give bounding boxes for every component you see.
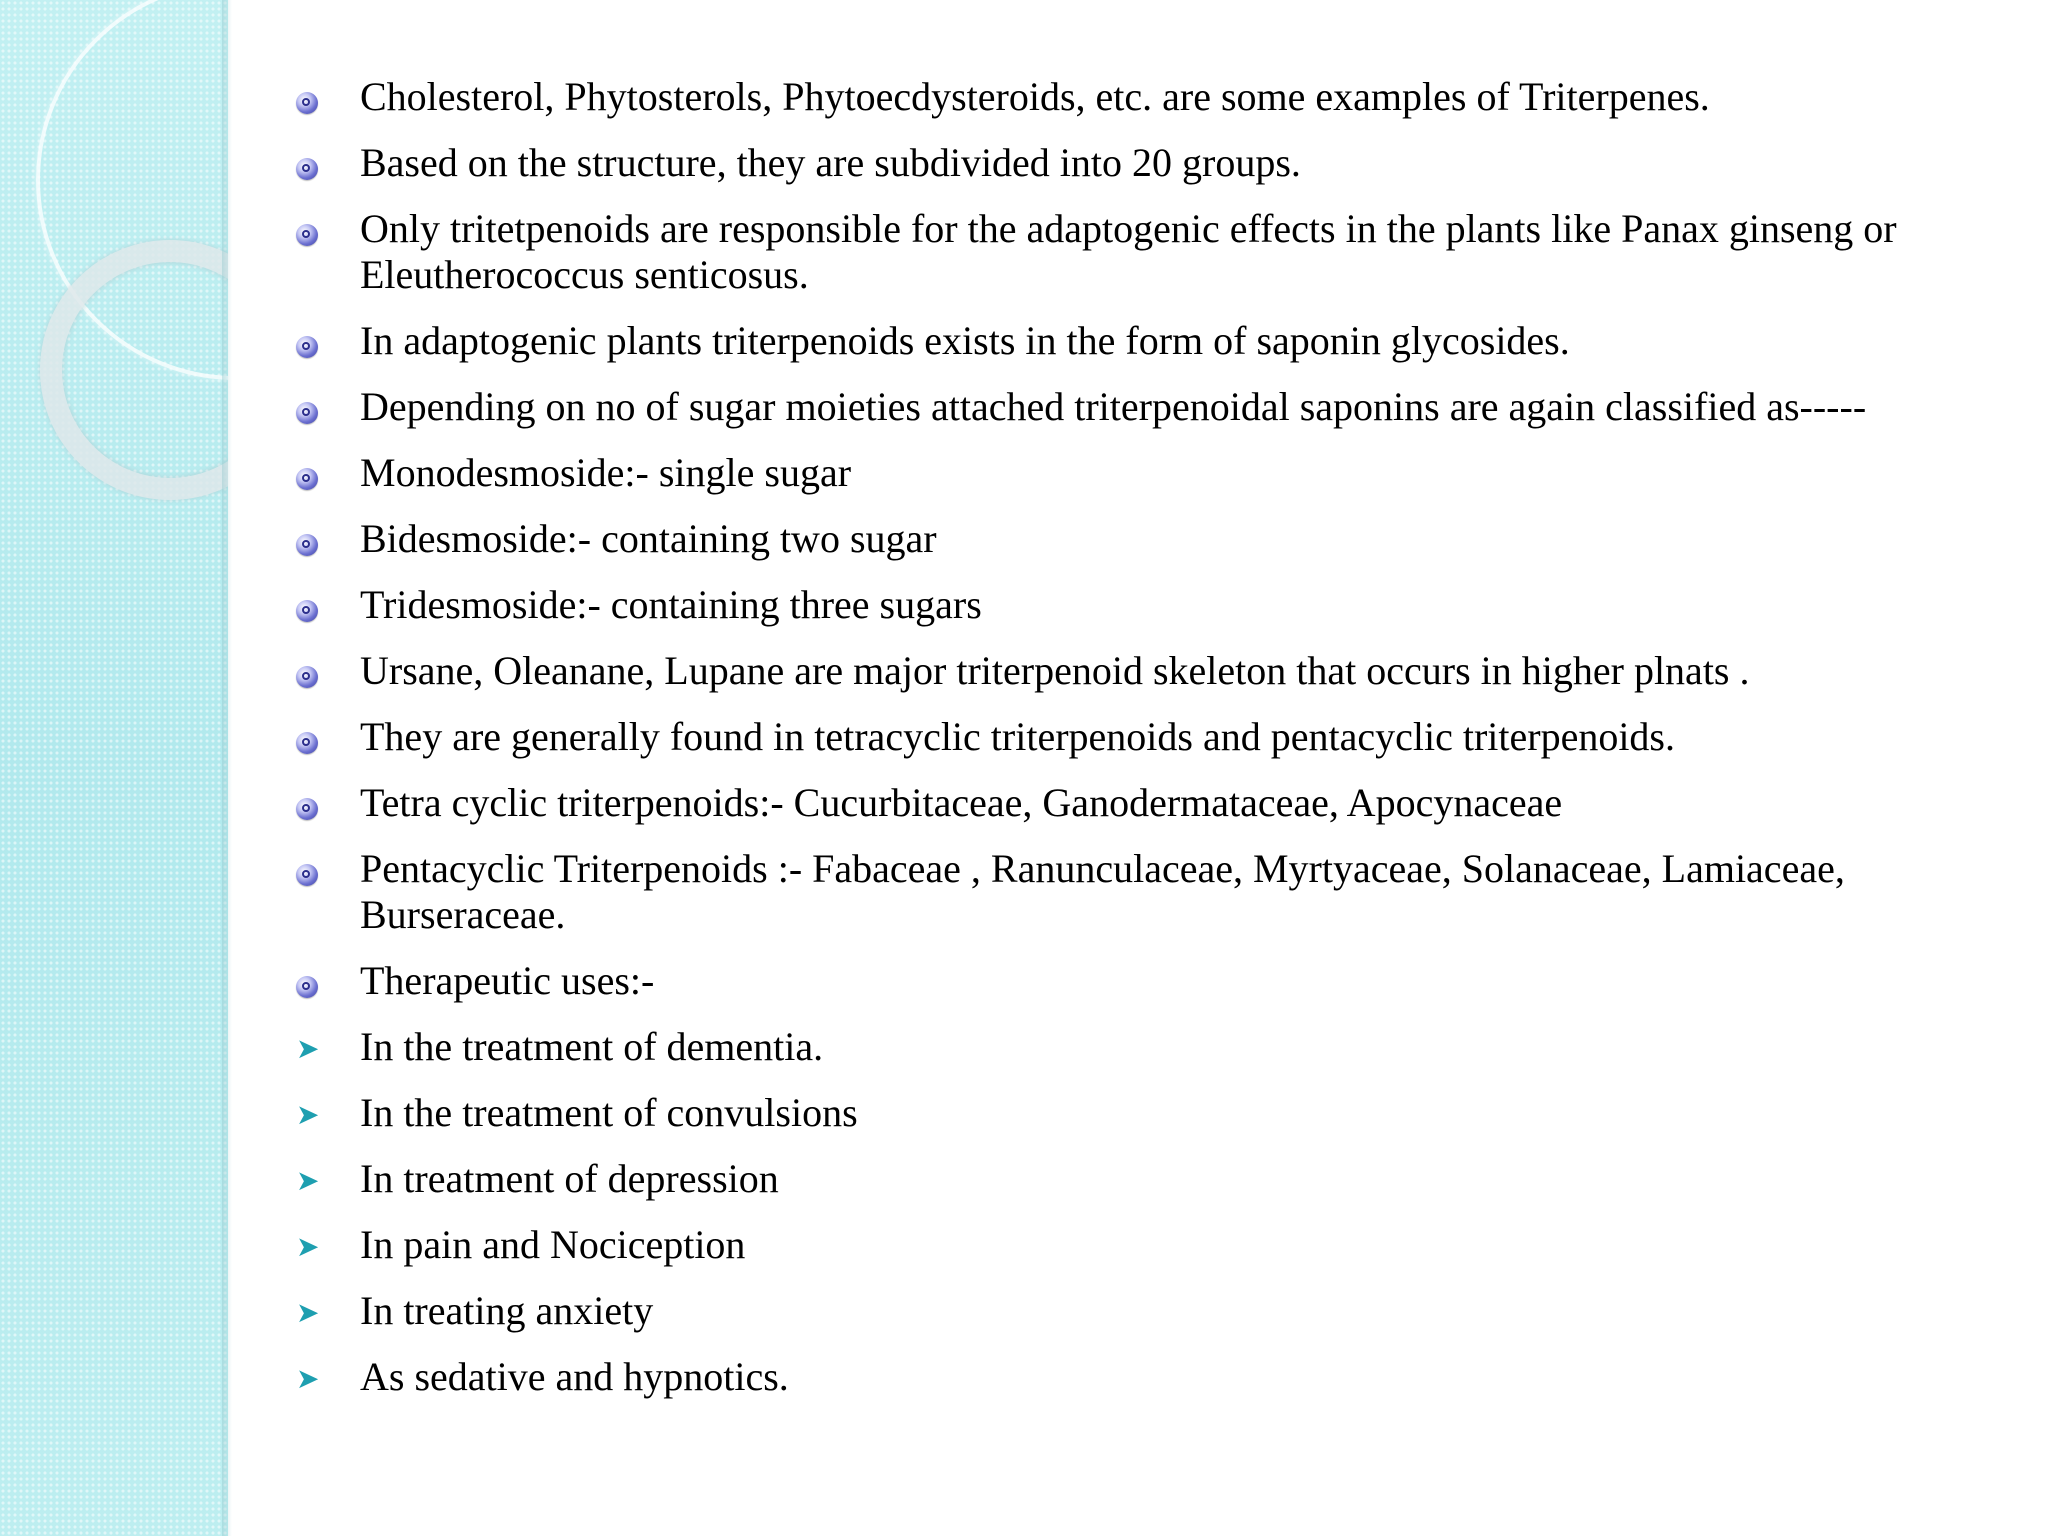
dot-bullet-icon [296,158,318,180]
sub-bullet-item [290,1354,2010,1400]
bullet-text: Tetra cyclic triterpenoids:- Cucurbitaceae, Ganodermataceae, Apocynaceae [360,780,1563,825]
dot-bullet-icon [296,732,318,754]
bullet-item [290,958,2010,1004]
bullet-text: In treatment of depression [360,1156,779,1201]
bullet-text: Therapeutic uses:- [360,958,655,1003]
sub-bullet-item [290,1288,2010,1334]
bullet-item [290,780,2010,826]
dot-bullet-icon [296,224,318,246]
bullet-text: Based on the structure, they are subdivided into 20 groups. [360,140,1301,185]
sidebar-edge-shadow [222,0,232,1536]
bullet-text: Ursane, Oleanane, Lupane are major triterpenoid skeleton that occurs in higher plnats . [360,648,1750,693]
bullet-item [290,648,2010,694]
bullet-list [290,74,2010,1420]
bullet-item [290,516,2010,562]
arrow-bullet-icon: ➤ [296,1296,320,1329]
dot-bullet-icon [296,864,318,886]
bullet-text: Only tritetpenoids are responsible for the adaptogenic effects in the plants like Panax ginseng or Eleutherococcus senticosus. [360,206,1897,297]
bullet-item [290,384,2010,430]
bullet-text: In pain and Nociception [360,1222,746,1267]
dot-bullet-icon [296,534,318,556]
dot-bullet-icon [296,336,318,358]
bullet-text: Bidesmoside:- containing two sugar [360,516,937,561]
bullet-text: In adaptogenic plants triterpenoids exists in the form of saponin glycosides. [360,318,1570,363]
sub-bullet-item [290,1024,2010,1070]
bullet-item [290,846,2010,938]
bullet-item [290,74,2010,120]
bullet-text: Monodesmoside:- single sugar [360,450,852,495]
bullet-text: In treating anxiety [360,1288,654,1333]
dot-bullet-icon [296,92,318,114]
dot-bullet-icon [296,666,318,688]
sub-bullet-item [290,1156,2010,1202]
decorative-sidebar [0,0,228,1536]
arrow-bullet-icon: ➤ [296,1362,320,1395]
bullet-text: In the treatment of convulsions [360,1090,858,1135]
dot-bullet-icon [296,468,318,490]
bullet-text: Cholesterol, Phytosterols, Phytoecdysteroids, etc. are some examples of Triterpenes. [360,74,1710,119]
bullet-text: Pentacyclic Triterpenoids :- Fabaceae , Ranunculaceae, Myrtyaceae, Solanaceae, Lamiaceae, Burseraceae. [360,846,1845,937]
dot-bullet-icon [296,798,318,820]
arrow-bullet-icon: ➤ [296,1098,320,1131]
dot-bullet-icon [296,402,318,424]
bullet-text: Depending on no of sugar moieties attached triterpenoidal saponins are again classified as----- [360,384,1867,429]
bullet-text: Tridesmoside:- containing three sugars [360,582,982,627]
sub-bullet-item [290,1090,2010,1136]
sub-bullet-item [290,1222,2010,1268]
arrow-bullet-icon: ➤ [296,1230,320,1263]
bullet-item [290,582,2010,628]
arrow-bullet-icon: ➤ [296,1032,320,1065]
bullet-text: As sedative and hypnotics. [360,1354,789,1399]
arrow-bullet-icon: ➤ [296,1164,320,1197]
bullet-text: They are generally found in tetracyclic triterpenoids and pentacyclic triterpenoids. [360,714,1675,759]
bullet-item [290,714,2010,760]
dot-bullet-icon [296,976,318,998]
bullet-item [290,450,2010,496]
dot-bullet-icon [296,600,318,622]
bullet-text: In the treatment of dementia. [360,1024,824,1069]
bullet-item [290,318,2010,364]
bullet-item [290,206,2010,298]
bullet-item [290,140,2010,186]
